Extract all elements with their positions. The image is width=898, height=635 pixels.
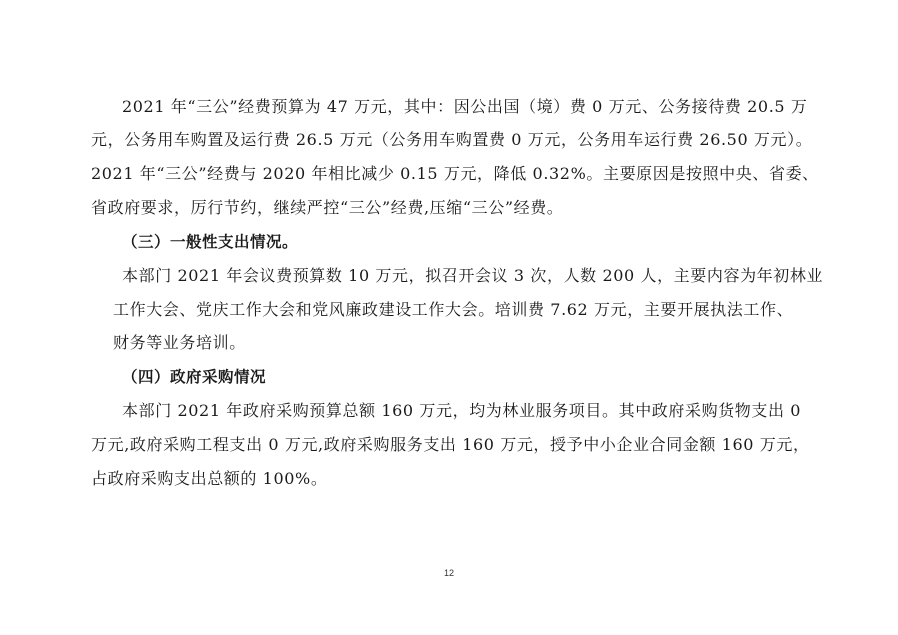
- section-heading-government-procurement: （四）政府采购情况: [122, 368, 267, 386]
- text-line: 万元,政府采购工程支出 0 万元,政府采购服务支出 160 万元，授予中小企业合同金额 160 万元，: [91, 435, 810, 454]
- text-line: 省政府要求，厉行节约，继续严控“三公”经费,压缩“三公”经费。: [91, 198, 564, 217]
- text-line: 2021 年“三公”经费与 2020 年相比减少 0.15 万元，降低 0.32%。主要原因是按照中央、省委、: [91, 164, 819, 183]
- section-heading-general-expenditure: （三）一般性支出情况。: [122, 233, 299, 251]
- text-line: 本部门 2021 年会议费预算数 10 万元，拟召开会议 3 次，人数 200 人，主要内容为年初林业: [122, 266, 824, 285]
- text-line: 2021 年“三公”经费预算为 47 万元，其中：因公出国（境）费 0 万元、公务接待费 20.5 万: [122, 97, 808, 116]
- page-number: 12: [443, 568, 454, 578]
- text-line: 元，公务用车购置及运行费 26.5 万元（公务用车购置费 0 万元，公务用车运行费 26.50 万元）。: [91, 130, 813, 149]
- text-line: 财务等业务培训。: [113, 333, 246, 352]
- text-line: 本部门 2021 年政府采购预算总额 160 万元，均为林业服务项目。其中政府采购货物支出 0: [122, 401, 802, 420]
- text-line: 占政府采购支出总额的 100%。: [91, 469, 328, 488]
- text-line: 工作大会、党庆工作大会和党风廉政建设工作大会。培训费 7.62 万元，主要开展执法工作、: [113, 300, 794, 319]
